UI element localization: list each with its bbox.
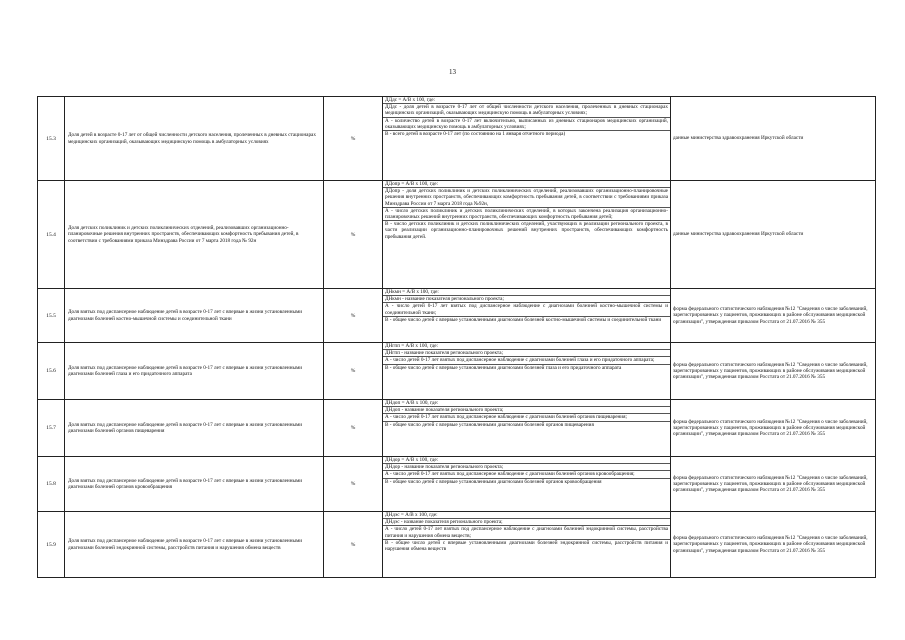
indicator-name: Доля детских поликлиник и детских поликлинических отделений, реализовавших организационно-планировочные решения внутренних пространств, обеспечивающих комфортность пребывания детей, в соответствии с требованиями приказа Минздрава России от 7 марта 2018 года № 92н: [65, 181, 324, 289]
indicator-name: Доля взятых под диспансерное наблюдение детей в возрасте 0-17 лет с впервые в жизни установленными диагнозами болезней эндокринной системы, расстройств питания и нарушения обмена веществ: [65, 512, 324, 578]
data-source: данные министерства здравоохранения Иркутской области: [671, 97, 876, 181]
formula-line: ДДдс - доля детей в возрасте 0-17 лет от общей численности детского населения, пролеченных в дневных стационарах медицинских организаций, оказывающих медицинскую помощь в амбулаторных условиях;: [385, 104, 668, 117]
formula-line: В - общее число детей с впервые установленными диагнозами болезней эндокринной системы, расстройств питания и нарушения обмена веществ: [385, 539, 668, 553]
unit: %: [324, 97, 383, 181]
table-row: [38, 343, 876, 400]
table-row: [38, 181, 876, 289]
formula-line: ДНдор = А/В х 100, где:: [383, 457, 670, 464]
formula-line: ДНдор - название показателя регионального проекта;: [383, 464, 670, 471]
formula-line: ДНдэс = А/В х 100, где:: [383, 512, 670, 519]
formula-line: А - число детей 0-17 лет взятых под диспансерное наблюдение с диагнозами болезней органов кровообращения;: [383, 471, 670, 478]
formula-line: В - число детских поликлиник и детских поликлинических отделений, участвующих в реализации регионального проекта, в части реализации организационно-планировочных решений внутренних пространств, обеспечивающих комфортность пребывания детей.: [385, 221, 668, 240]
formula-line: ДНдоп = А/В х 100, где:: [383, 400, 670, 407]
formula-line: А - количество детей в возрасте 0-17 лет включительно, выписанных из дневных стационаров медицинских организаций, оказывающих медицинскую помощь в амбулаторных условиях;: [385, 117, 668, 130]
formula-line: В - общее число детей с впервые установленными диагнозами болезней глаза и его придаточного аппарата: [385, 364, 622, 371]
formula-line: ДНкмн - название показателя регионального проекта;: [383, 296, 670, 303]
formula-line: В - общее число детей с впервые установленными диагнозами болезней костно-мышечной системы и соединительной ткани: [385, 316, 662, 323]
row-number: 15.5: [38, 289, 65, 343]
formula-line: А - число детей 0-17 лет взятых под диспансерное наблюдение с диагнозами болезней эндокринной системы, расстройства питания и нарушения обмена веществ;: [385, 526, 668, 539]
formula-cell: [383, 343, 671, 400]
row-number: 15.4: [38, 181, 65, 289]
row-number: 15.3: [38, 97, 65, 181]
formula-line: ДНгпп = А/В х 100, где:: [383, 343, 670, 350]
data-source: форма федерального статистического наблюдения №12 "Сведения о числе заболеваний, зарегистрированных у пациентов, проживающих в районе обслуживания медицинской организации", утвержденная приказом Росстата от 21.07.2016 № 355: [671, 457, 876, 512]
data-source: форма федерального статистического наблюдения №12 "Сведения о числе заболеваний, зарегистрированных у пациентов, проживающих в районе обслуживания медицинской организации", утвержденная приказом Росстата от 21.07.2016 № 355: [671, 343, 876, 400]
indicator-name: Доля взятых под диспансерное наблюдение детей в возрасте 0-17 лет с впервые в жизни установленными диагнозами болезней органов кровообращения: [65, 457, 324, 512]
formula-line: В - общее число детей с впервые установленными диагнозами болезней органов кровообращения: [385, 478, 602, 485]
data-source: данные министерства здравоохранения Иркутской области: [671, 181, 876, 289]
unit: %: [324, 289, 383, 343]
unit: %: [324, 457, 383, 512]
formula-line: ДНдэс - название показателя регионального проекта;: [383, 519, 670, 526]
row-number: 15.6: [38, 343, 65, 400]
formula-cell: [383, 97, 671, 181]
indicator-name: Доля взятых под диспансерное наблюдение детей в возрасте 0-17 лет с впервые в жизни установленными диагнозами болезней органов пищеварения: [65, 400, 324, 457]
formula-cell: [383, 400, 671, 457]
formula-line: ДНкмн = А/В х 100, где:: [383, 289, 670, 296]
table-row: [38, 512, 876, 578]
formula-line: ДДопр = А/В х 100, где:: [383, 181, 670, 188]
page-number: 13: [449, 68, 456, 76]
formula-line: В - общее число детей с впервые установленными диагнозами болезней органов пищеварения: [385, 421, 594, 428]
unit: %: [324, 343, 383, 400]
data-source: форма федерального статистического наблюдения №12 "Сведения о числе заболеваний, зарегистрированных у пациентов, проживающих в районе обслуживания медицинской организации", утвержденная приказом Росстата от 21.07.2016 № 355: [671, 289, 876, 343]
indicator-name: Доля взятых под диспансерное наблюдение детей в возрасте 0-17 лет с впервые в жизни установленными диагнозами болезней глаза и его придаточного аппарата: [65, 343, 324, 400]
formula-line: ДНгпп - название показателя регионального проекта;: [383, 350, 670, 357]
table-row: [38, 97, 876, 181]
unit: %: [324, 512, 383, 578]
indicators-table: [37, 96, 876, 578]
formula-line: А - число детей 0-17 лет взятых под диспансерное наблюдение с диагнозами болезней органов пищеварения;: [383, 414, 670, 421]
formula-cell: [383, 289, 671, 343]
row-number: 15.9: [38, 512, 65, 578]
data-source: форма федерального статистического наблюдения №12 "Сведения о числе заболеваний, зарегистрированных у пациентов, проживающих в районе обслуживания медицинской организации", утвержденная приказом Росстата от 21.07.2016 № 355: [671, 512, 876, 578]
table-row: [38, 400, 876, 457]
formula-cell: [383, 512, 671, 578]
formula-line: ДНдоп - название показателя регионального проекта;: [383, 407, 670, 414]
formula-line: А - число детских поликлиник и детских поликлинических отделений, в которых закончена реализация организационно-планировочных решений внутренних пространств, обеспечивающих комфортность пребывания детей;: [385, 207, 668, 221]
table-row: [38, 289, 876, 343]
unit: %: [324, 181, 383, 289]
unit: %: [324, 400, 383, 457]
formula-line: В - всего детей в возрасте 0-17 лет (по состоянию на 1 января отчетного периода): [385, 131, 566, 138]
indicator-name: Доля взятых под диспансерное наблюдение детей в возрасте 0-17 лет с впервые в жизни установленными диагнозами болезней костно-мышечной системы и соединительной ткани: [65, 289, 324, 343]
formula-cell: [383, 181, 671, 289]
formula-line: А - число детей 0-17 лет взятых под диспансерное наблюдение с диагнозами болезней глаза и его придаточного аппарата;: [383, 357, 670, 364]
row-number: 15.7: [38, 400, 65, 457]
formula-cell: [383, 457, 671, 512]
row-number: 15.8: [38, 457, 65, 512]
table-row: [38, 457, 876, 512]
indicator-name: Доля детей в возрасте 0-17 лет от общей численности детского населения, пролеченных в дневных стационарах медицинских организаций, оказывающих медицинскую помощь в амбулаторных условиях: [65, 97, 324, 181]
formula-line: ДДдс = А/В х 100, где:: [383, 97, 670, 104]
data-source: форма федерального статистического наблюдения №12 "Сведения о числе заболеваний, зарегистрированных у пациентов, проживающих в районе обслуживания медицинской организации", утвержденная приказом Росстата от 21.07.2016 № 355: [671, 400, 876, 457]
formula-line: А - число детей 0-17 лет взятых под диспансерное наблюдение с диагнозами болезней костно-мышечной системы и соединительной ткани;: [385, 303, 668, 316]
formula-line: ДДопр - доля детских поликлиник и детских поликлинических отделений, реализовавших организационно-планировочные решения внутренних пространств, обеспечивающих комфортность пребывания детей, в соответствии с требованиями приказа Минздрава России от 7 марта 2018 года №92н,: [385, 188, 668, 207]
